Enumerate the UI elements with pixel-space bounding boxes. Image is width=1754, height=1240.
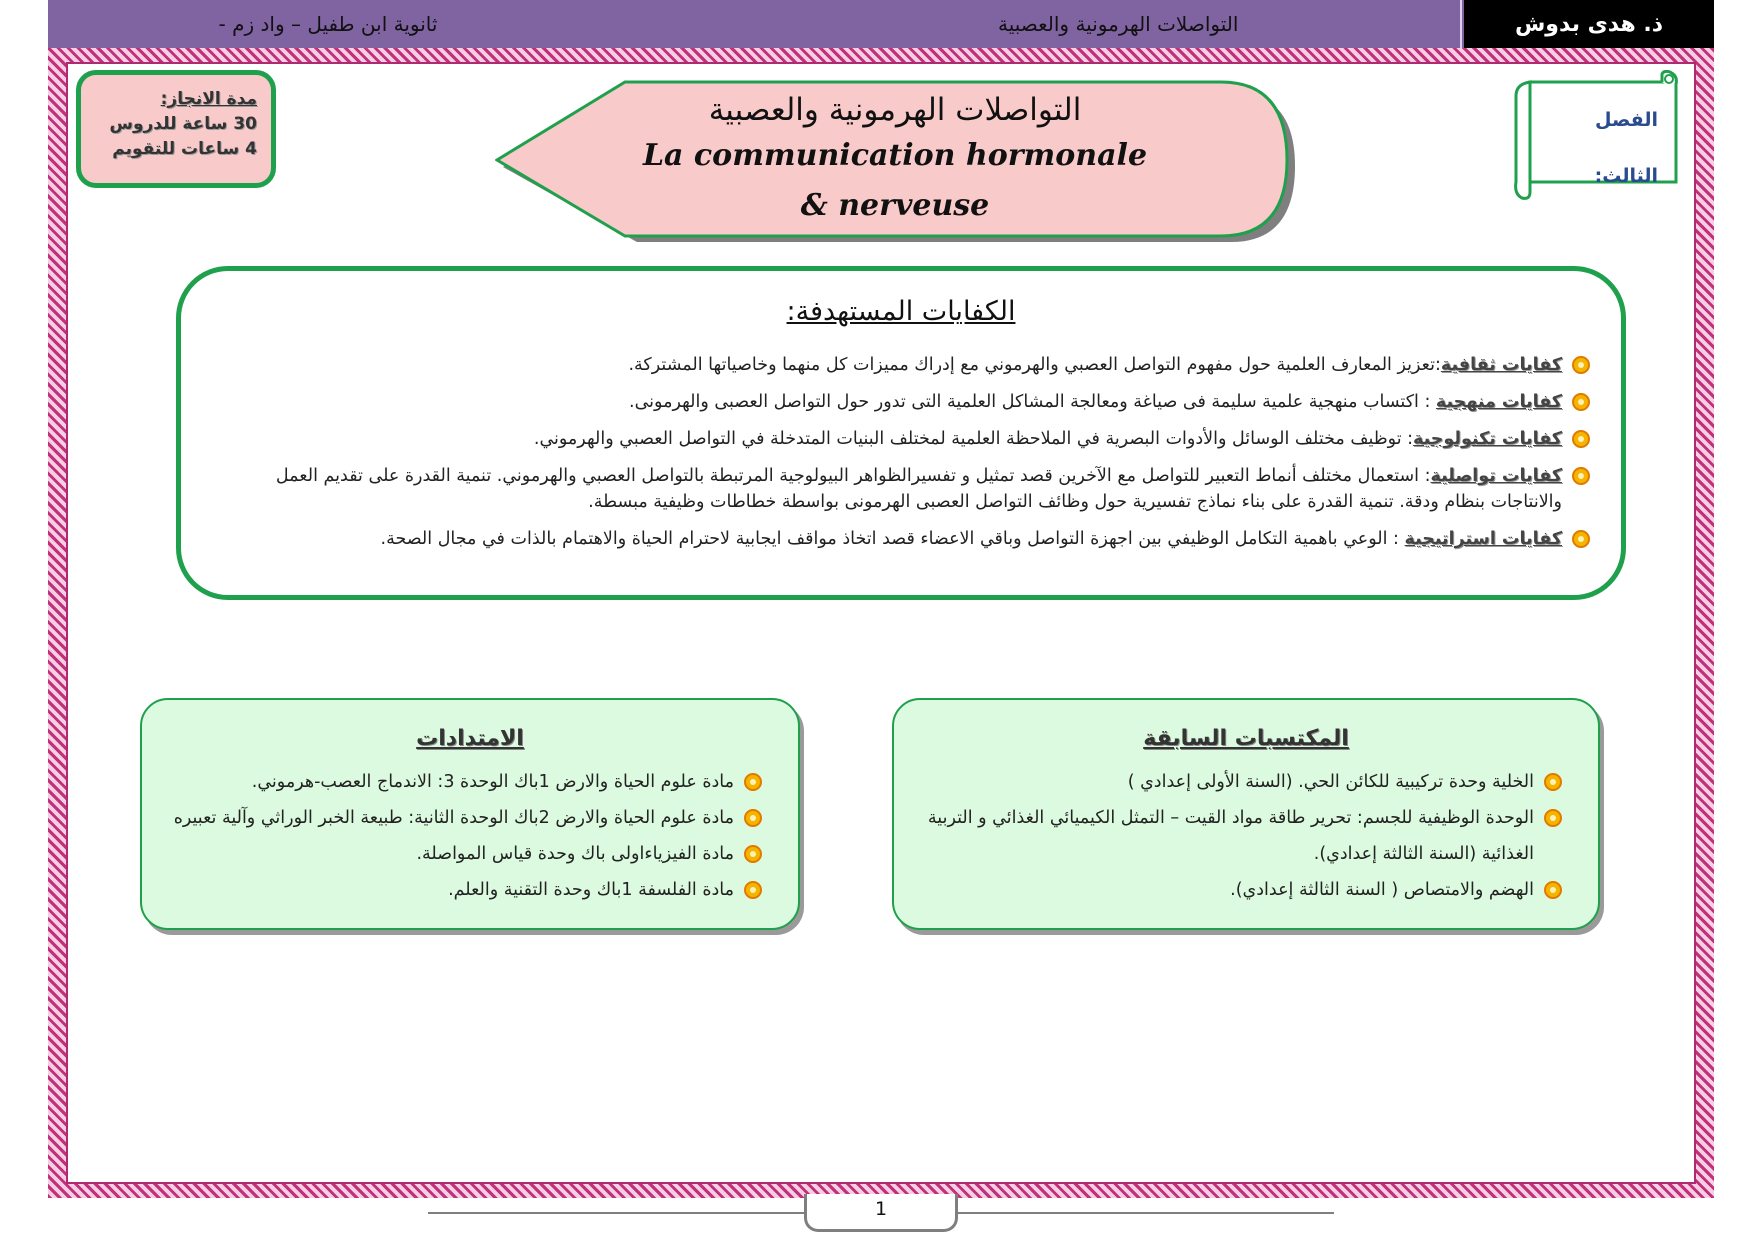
competencies-list xyxy=(270,352,1590,563)
title-french-line1: La communication hormonale xyxy=(642,138,1148,173)
bullet-icon xyxy=(744,881,762,899)
duration-box xyxy=(76,70,276,188)
competency-text: : استعمال مختلف أنماط التعبير للتواصل مع الآخرين قصد تمثيل و تفسيرالظواهر البيولوجية المرتبطة بالتواصل العصبي والهرموني. تنمية القدرة على تقديم العمل والانتاجات بنظام ودقة. تنمية القدرة على بناء نماذج تفسيرية حول وظائف التواصل العصبى الهرمونى بواسطة خطاطات وظيفية مبسطة. xyxy=(275,466,1562,512)
duration-evaluation: 4 ساعات للتقويم xyxy=(112,139,257,159)
list-item: مادة الفيزياءاولى باك وحدة قياس المواصلة. xyxy=(166,836,762,872)
bullet-icon xyxy=(1572,393,1590,411)
list-item: الهضم والامتصاص ( السنة الثالثة إعدادي). xyxy=(918,872,1562,908)
competencies-title: الكفايات المستهدفة: xyxy=(786,296,1016,327)
title-french-line2: & nerveuse xyxy=(800,188,990,223)
bullet-icon xyxy=(1572,430,1590,448)
competency-label: كفايات استراتيجية xyxy=(1404,529,1562,549)
footer-rule-left xyxy=(428,1212,806,1214)
page-number: 1 xyxy=(804,1194,958,1232)
bullet-icon xyxy=(1544,881,1562,899)
title-arabic: التواصلات الهرمونية والعصبية xyxy=(708,92,1082,128)
competency-text: : الوعي باهمية التكامل الوظيفي بين اجهزة التواصل وباقي الاعضاء قصد اتخاذ مواقف ايجابية لاحترام الحياة والاهتمام بالذات في مجال الصحة. xyxy=(380,529,1405,549)
chapter-line1: الفصل xyxy=(1594,109,1658,131)
list-item: مادة الفلسفة 1باك وحدة التقنية والعلم. xyxy=(166,872,762,908)
header-divider xyxy=(1460,0,1462,48)
competency-technological xyxy=(270,426,1590,452)
extensions-list xyxy=(166,764,762,908)
extensions-box xyxy=(140,698,800,930)
chapter-line2: الثالث: xyxy=(1594,165,1658,187)
competency-methodological xyxy=(270,389,1590,415)
prior-knowledge-box xyxy=(892,698,1600,930)
bullet-icon xyxy=(744,773,762,791)
school-name: ثانوية ابن طفيل – واد زم - xyxy=(218,12,438,36)
competency-label: كفايات منهجية xyxy=(1435,392,1562,412)
prior-knowledge-title: المكتسبات السابقة xyxy=(1143,726,1349,751)
competency-label: كفايات تكنولوجية xyxy=(1413,429,1562,449)
competency-label: كفايات ثقافية xyxy=(1440,355,1562,375)
competency-text: : توظيف مختلف الوسائل والأدوات البصرية في الملاحظة العلمية لمختلف البنيات المتدخلة في التواصل العصبي والهرموني. xyxy=(533,429,1414,449)
bullet-icon xyxy=(1572,356,1590,374)
extensions-title: الامتدادات xyxy=(416,726,524,751)
header-bar xyxy=(48,0,1714,48)
bullet-icon xyxy=(1544,809,1562,827)
prior-knowledge-list xyxy=(918,764,1562,908)
chapter-label xyxy=(1536,92,1658,204)
duration-lessons: 30 ساعة للدروس xyxy=(109,114,257,134)
competency-cultural xyxy=(270,352,1590,378)
footer-rule-right xyxy=(956,1212,1334,1214)
bullet-icon xyxy=(1572,467,1590,485)
bullet-icon xyxy=(744,809,762,827)
list-item: الوحدة الوظيفية للجسم: تحرير طاقة مواد القيت – التمثل الكيميائي الغذائي و التربية الغذائية (السنة الثالثة إعدادي). xyxy=(918,800,1562,872)
list-item: مادة علوم الحياة والارض 2باك الوحدة الثانية: طبيعة الخبر الوراثي وآلية تعبيره xyxy=(166,800,762,836)
competency-strategic xyxy=(270,526,1590,552)
author-name: ذ. هدى بدوش xyxy=(1464,0,1714,48)
duration-heading: مدة الانجاز: xyxy=(160,89,257,109)
list-item: الخلية وحدة تركيبية للكائن الحي. (السنة الأولى إعدادي ) xyxy=(918,764,1562,800)
bullet-icon xyxy=(1572,530,1590,548)
bullet-icon xyxy=(744,845,762,863)
header-theme: التواصلات الهرمونية والعصبية xyxy=(998,12,1239,36)
list-item: مادة علوم الحياة والارض 1باك الوحدة 3: الاندماج العصب-هرموني. xyxy=(166,764,762,800)
competency-communicative xyxy=(270,463,1590,515)
competency-text: : اكتساب منهجية علمية سليمة فى صياغة ومعالجة المشاكل العلمية التى تدور حول التواصل العصبى والهرمونى. xyxy=(629,392,1436,412)
competency-text: :تعزيز المعارف العلمية حول مفهوم التواصل العصبي والهرموني مع إدراك مميزات كل منهما وخاصياتها المشتركة. xyxy=(628,355,1441,375)
bullet-icon xyxy=(1544,773,1562,791)
competency-label: كفايات تواصلية xyxy=(1430,466,1562,486)
